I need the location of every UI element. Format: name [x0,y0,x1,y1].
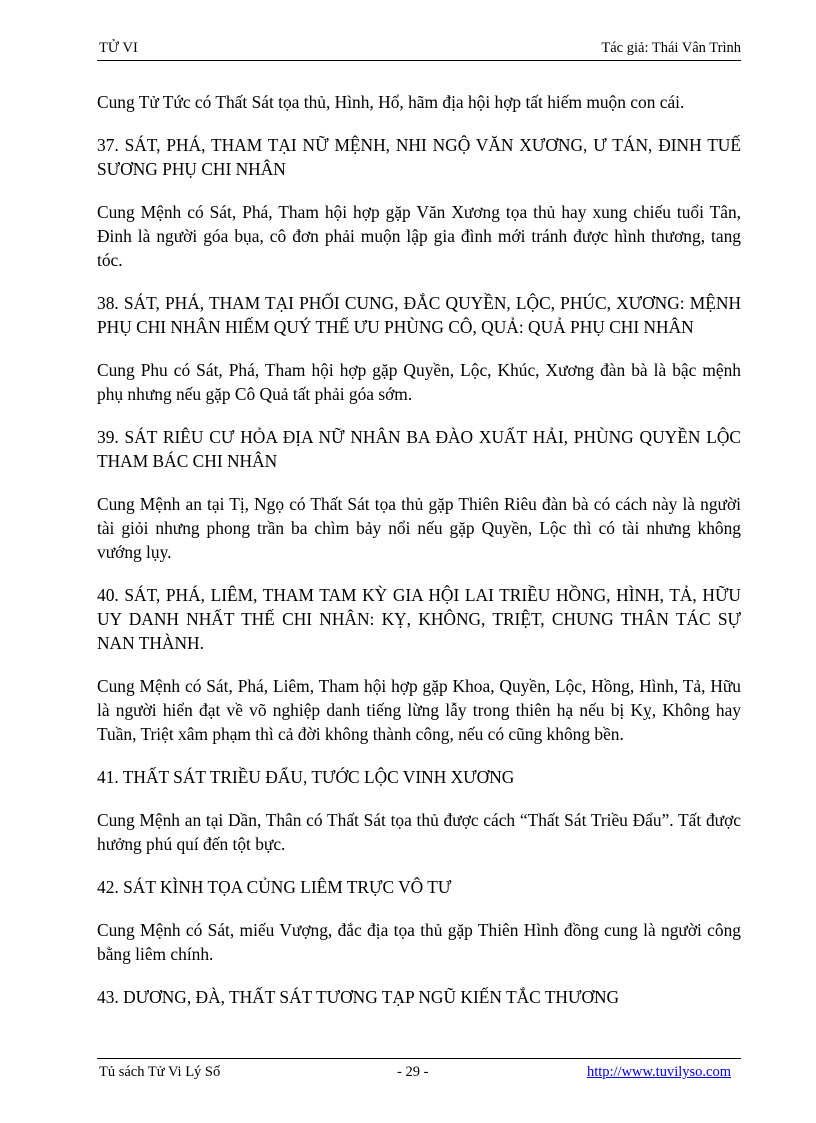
section-heading-38: 38. SÁT, PHÁ, THAM TẠI PHỐI CUNG, ĐẮC QUYỀN, LỘC, PHÚC, XƯƠNG: MỆNH PHỤ CHI NHÂN HIẾM QUÝ THẾ ƯU PHÙNG CÔ, QUẢ: QUẢ PHỤ CHI NHÂN [97,293,741,337]
paragraph: Cung Tử Tức có Thất Sát tọa thủ, Hình, Hổ, hãm địa hội hợp tất hiếm muộn con cái. [97,92,685,112]
section-heading-41: 41. THẤT SÁT TRIỀU ĐẨU, TƯỚC LỘC VINH XƯƠNG [97,767,515,787]
paragraph: Cung Mệnh có Sát, Phá, Liêm, Tham hội hợp gặp Khoa, Quyền, Lộc, Hồng, Hình, Tả, Hữu là người hiển đạt về võ nghiệp danh tiếng lừng lẫy trong thiên hạ nếu bị Kỵ, Không hay Tuần, Triệt xâm phạm thì cả đời không thành công, nếu có cũng không bền. [97,676,741,744]
page-body [97,90,741,1028]
website-link[interactable]: http://www.tuvilyso.com [586,1064,731,1080]
header-title: TỬ VI [99,40,138,56]
paragraph: Cung Mệnh có Sát, miếu Vượng, đắc địa tọa thủ gặp Thiên Hình đồng cung là người công bằng liêm chính. [97,920,741,964]
header-author: Tác giả: Thái Vân Trình [601,40,741,56]
footer-series: Tủ sách Tử Vi Lý Số [99,1064,221,1080]
page-number: - 29 - [397,1064,429,1080]
paragraph: Cung Mệnh có Sát, Phá, Tham hội hợp gặp Văn Xương tọa thủ hay xung chiếu tuổi Tân, Đinh là người góa bụa, cô đơn phải muộn lập gia đình mới tránh được hình thương, tang tóc. [97,202,741,270]
section-heading-39: 39. SÁT RIÊU CƯ HỎA ĐỊA NỮ NHÂN BA ĐÀO XUẤT HẢI, PHÙNG QUYỀN LỘC THAM BÁC CHI NHÂN [97,427,741,471]
section-heading-42: 42. SÁT KÌNH TỌA CỦNG LIÊM TRỰC VÔ TƯ [97,877,452,897]
section-heading-37: 37. SÁT, PHÁ, THAM TẠI NỮ MỆNH, NHI NGỘ VĂN XƯƠNG, Ư TÁN, ĐINH TUẾ SƯƠNG PHỤ CHI NHÂN [97,135,741,179]
section-heading-43: 43. DƯƠNG, ĐÀ, THẤT SÁT TƯƠNG TẠP NGŨ KIẾN TẮC THƯƠNG [97,987,620,1007]
page-footer [97,1058,741,1081]
paragraph: Cung Phu có Sát, Phá, Tham hội hợp gặp Quyền, Lộc, Khúc, Xương đàn bà là bậc mệnh phụ nhưng nếu gặp Cô Quả tất phải góa sớm. [97,360,741,404]
paragraph: Cung Mệnh an tại Tị, Ngọ có Thất Sát tọa thủ gặp Thiên Riêu đàn bà có cách này là người tài giỏi nhưng phong trần ba chìm bảy nổi nếu gặp Quyền, Lộc thì có tài nhưng không vướng lụy. [97,494,741,562]
section-heading-40: 40. SÁT, PHÁ, LIÊM, THAM TAM KỲ GIA HỘI LAI TRIỀU HỒNG, HÌNH, TẢ, HỮU UY DANH NHẤT THẾ CHI NHÂN: KỴ, KHÔNG, TRIỆT, CHUNG THÂN TÁC SỰ NAN THÀNH. [97,585,741,653]
paragraph: Cung Mệnh an tại Dần, Thân có Thất Sát tọa thủ được cách “Thất Sát Triều Đẩu”. Tất được hưởng phú quí đến tột bực. [97,810,741,854]
page-header [97,38,741,61]
